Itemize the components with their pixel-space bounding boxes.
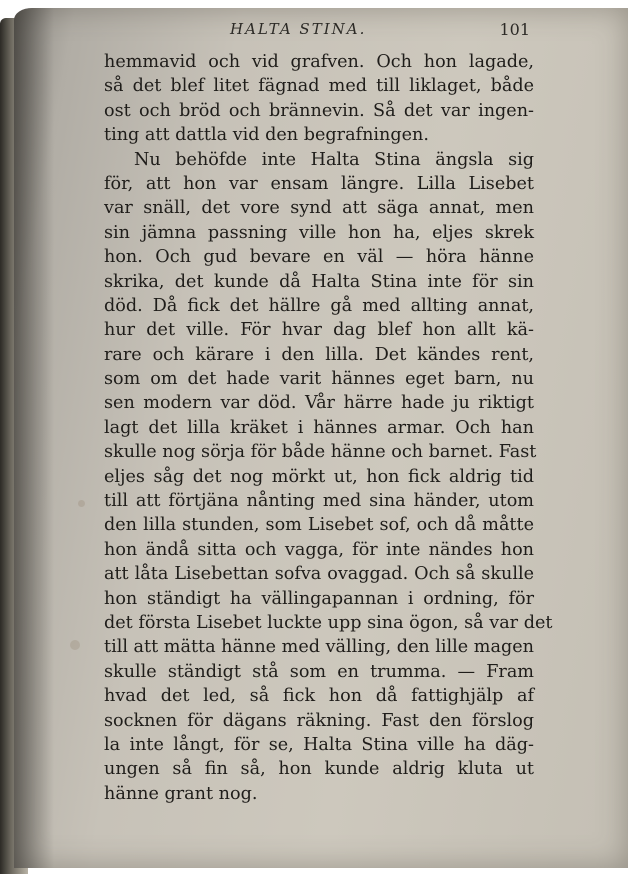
text-line: skrika, det kunde då Halta Stina inte för sin [104, 271, 534, 292]
text-line: det första Lisebet luckte upp sina ögon, så var det [104, 612, 553, 633]
body-text [104, 50, 553, 806]
text-line: hvad det led, så fick hon då fattighjälp af [104, 686, 534, 707]
text-line: rare och kärare i den lilla. Det kändes rent, [104, 344, 534, 365]
paper-stain [70, 640, 80, 650]
text-line: sen modern var död. Vår härre hade ju riktigt [104, 393, 534, 414]
text-line: lagt det lilla kräket i hännes armar. Och han [104, 417, 534, 438]
text-line: för, att hon var ensam längre. Lilla Lisebet [104, 173, 534, 194]
text-line: hon ständigt ha vällingapannan i ordning, för [104, 588, 534, 609]
text-line: död. Då fick det hällre gå med allting annat, [104, 295, 534, 316]
text-line: hon. Och gud bevare en väl — höra hänne [104, 247, 534, 268]
text-line: ost och bröd och brännevin. Så det var ingen- [104, 100, 534, 121]
page-header [110, 20, 530, 44]
text-line: som om det hade varit hännes eget barn, nu [104, 369, 534, 390]
text-line: till att mätta hänne med välling, den lille magen [104, 637, 534, 658]
paper-stain [78, 500, 85, 507]
text-line: så det blef litet fägnad med till liklaget, både [104, 76, 534, 97]
text-line: skulle nog sörja för både hänne och barnet. Fast [104, 442, 537, 463]
text-line: hon ändå sitta och vagga, för inte nändes hon [104, 539, 534, 560]
text-line: den lilla stunden, som Lisebet sof, och då måtte [104, 515, 534, 536]
text-line: hur det ville. För hvar dag blef hon allt kä- [104, 320, 534, 341]
text-line: socknen för dägans räkning. Fast den förslog [104, 710, 534, 731]
text-line: ungen så fin så, hon kunde aldrig kluta ut [104, 759, 534, 780]
text-line: hänne grant nog. [104, 783, 258, 804]
page-gutter-shadow [14, 8, 54, 868]
text-line: skulle ständigt stå som en trumma. — Fram [104, 661, 534, 682]
running-title: HALTA STINA. [230, 20, 367, 38]
text-line: la inte långt, för se, Halta Stina ville ha däg- [104, 734, 534, 755]
text-line: Nu behöfde inte Halta Stina ängsla sig [134, 149, 534, 170]
text-line: ting att dattla vid den begrafningen. [104, 125, 429, 146]
text-line: att låta Lisebettan sofva ovaggad. Och så skulle [104, 564, 534, 585]
text-line: var snäll, det vore synd att säga annat, men [104, 198, 534, 219]
text-line: eljes såg det nog mörkt ut, hon fick aldrig tid [104, 466, 534, 487]
text-line: hemmavid och vid grafven. Och hon lagade, [104, 52, 534, 72]
text-line: sin jämna passning ville hon ha, eljes skrek [104, 222, 534, 243]
page-number: 101 [499, 20, 530, 39]
text-line: till att förtjäna nånting med sina händer, utom [104, 491, 534, 512]
